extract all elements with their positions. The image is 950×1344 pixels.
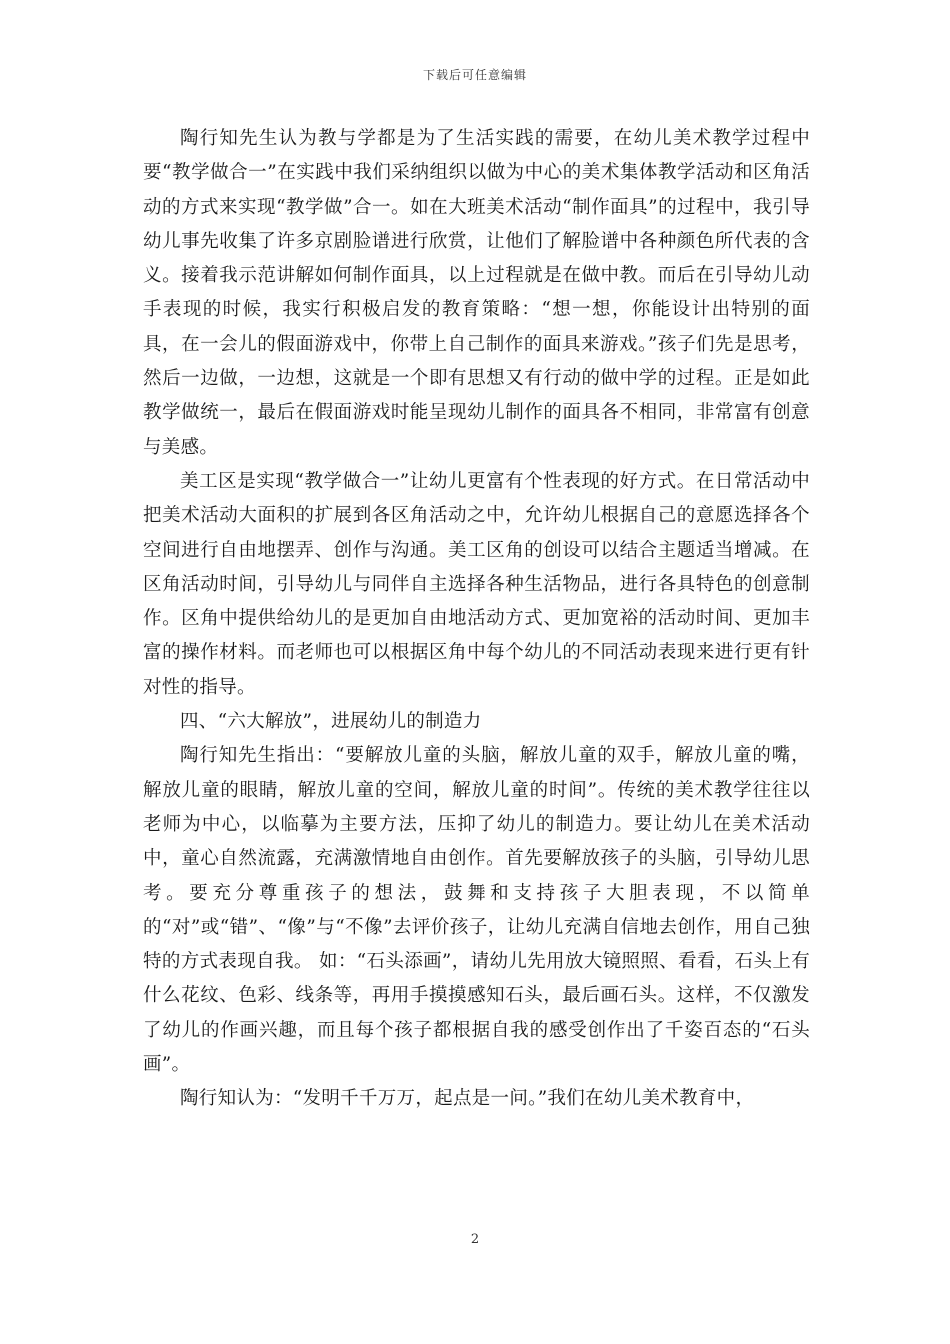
page-header: 下载后可任意编辑 bbox=[422, 68, 527, 82]
page-number: 2 bbox=[470, 1232, 480, 1247]
paragraph-art-corner: 美工区是实现“教学做合一”让幼儿更富有个性表现的好方式。在日常活动中把美术活动大面积的扩展到各区角活动之中，允许幼儿根据自己的意愿选择各个空间进行自由地摆弄、创作与沟通。美工区角的创设可以结合主题适当增减。在区角活动时间，引导幼儿与同伴自主选择各种生活物品，进行各具特色的创意制作。区角中提供给幼儿的是更加自由地活动方式、更加宽裕的活动时间、更加丰富的操作材料。而老师也可以根据区角中每个幼儿的不同活动表现来进行更有针对性的指导。 bbox=[143, 470, 810, 698]
section-heading: 四、“六大解放”，进展幼儿的制造力 bbox=[180, 711, 482, 733]
paragraph-teaching-doing: 陶行知先生认为教与学都是为了生活实践的需要，在幼儿美术教学过程中要“教学做合一”在实践中我们采纳组织以做为中心的美术集体教学活动和区角活动的方式来实现“教学做”合一。如在大班美术活动“制作面具”的过程中，我引导幼儿事先收集了许多京剧脸谱进行欣赏，让他们了解脸谱中各种颜色所代表的含义。接着我示范讲解如何制作面具，以上过程就是在做中教。而后在引导幼儿动手表现的时候，我实行积极启发的教育策略：“想一想，你能设计出特别的面具，在一会儿的假面游戏中，你带上自己制作的面具来游戏。”孩子们先是思考，然后一边做，一边想，这就是一个即有思想又有行动的做中学的过程。正是如此教学做统一，最后在假面游戏时能呈现幼儿制作的面具各不相同，非常富有创意与美感。 bbox=[143, 128, 810, 458]
paragraph-questioning: 陶行知认为：“发明千千万万，起点是一问。”我们在幼儿美术教育中， bbox=[180, 1088, 755, 1110]
document-body bbox=[143, 122, 810, 1117]
paragraph-six-liberations: 陶行知先生指出：“要解放儿童的头脑，解放儿童的双手，解放儿童的嘴，解放儿童的眼睛，解放儿童的空间，解放儿童的时间”。传统的美术教学往往以老师为中心，以临摹为主要方法，压抑了幼儿的制造力。要让幼儿在美术活动中，童心自然流露，充满激情地自由创作。首先要解放孩子的头脑，引导幼儿思考。要充分尊重孩子的想法，鼓舞和支持孩子大胆表现，不以简单的“对”或“错”、“像”与“不像”去评价孩子，让幼儿充满自信地去创作，用自己独特的方式表现自我。 如：“石头添画”，请幼儿先用放大镜照照、看看，石头上有什么花纹、色彩、线条等，再用手摸摸感知石头，最后画石头。这样，不仅激发了幼儿的作画兴趣，而且每个孩子都根据自我的感受创作出了千姿百态的“石头画”。 bbox=[143, 745, 810, 1076]
